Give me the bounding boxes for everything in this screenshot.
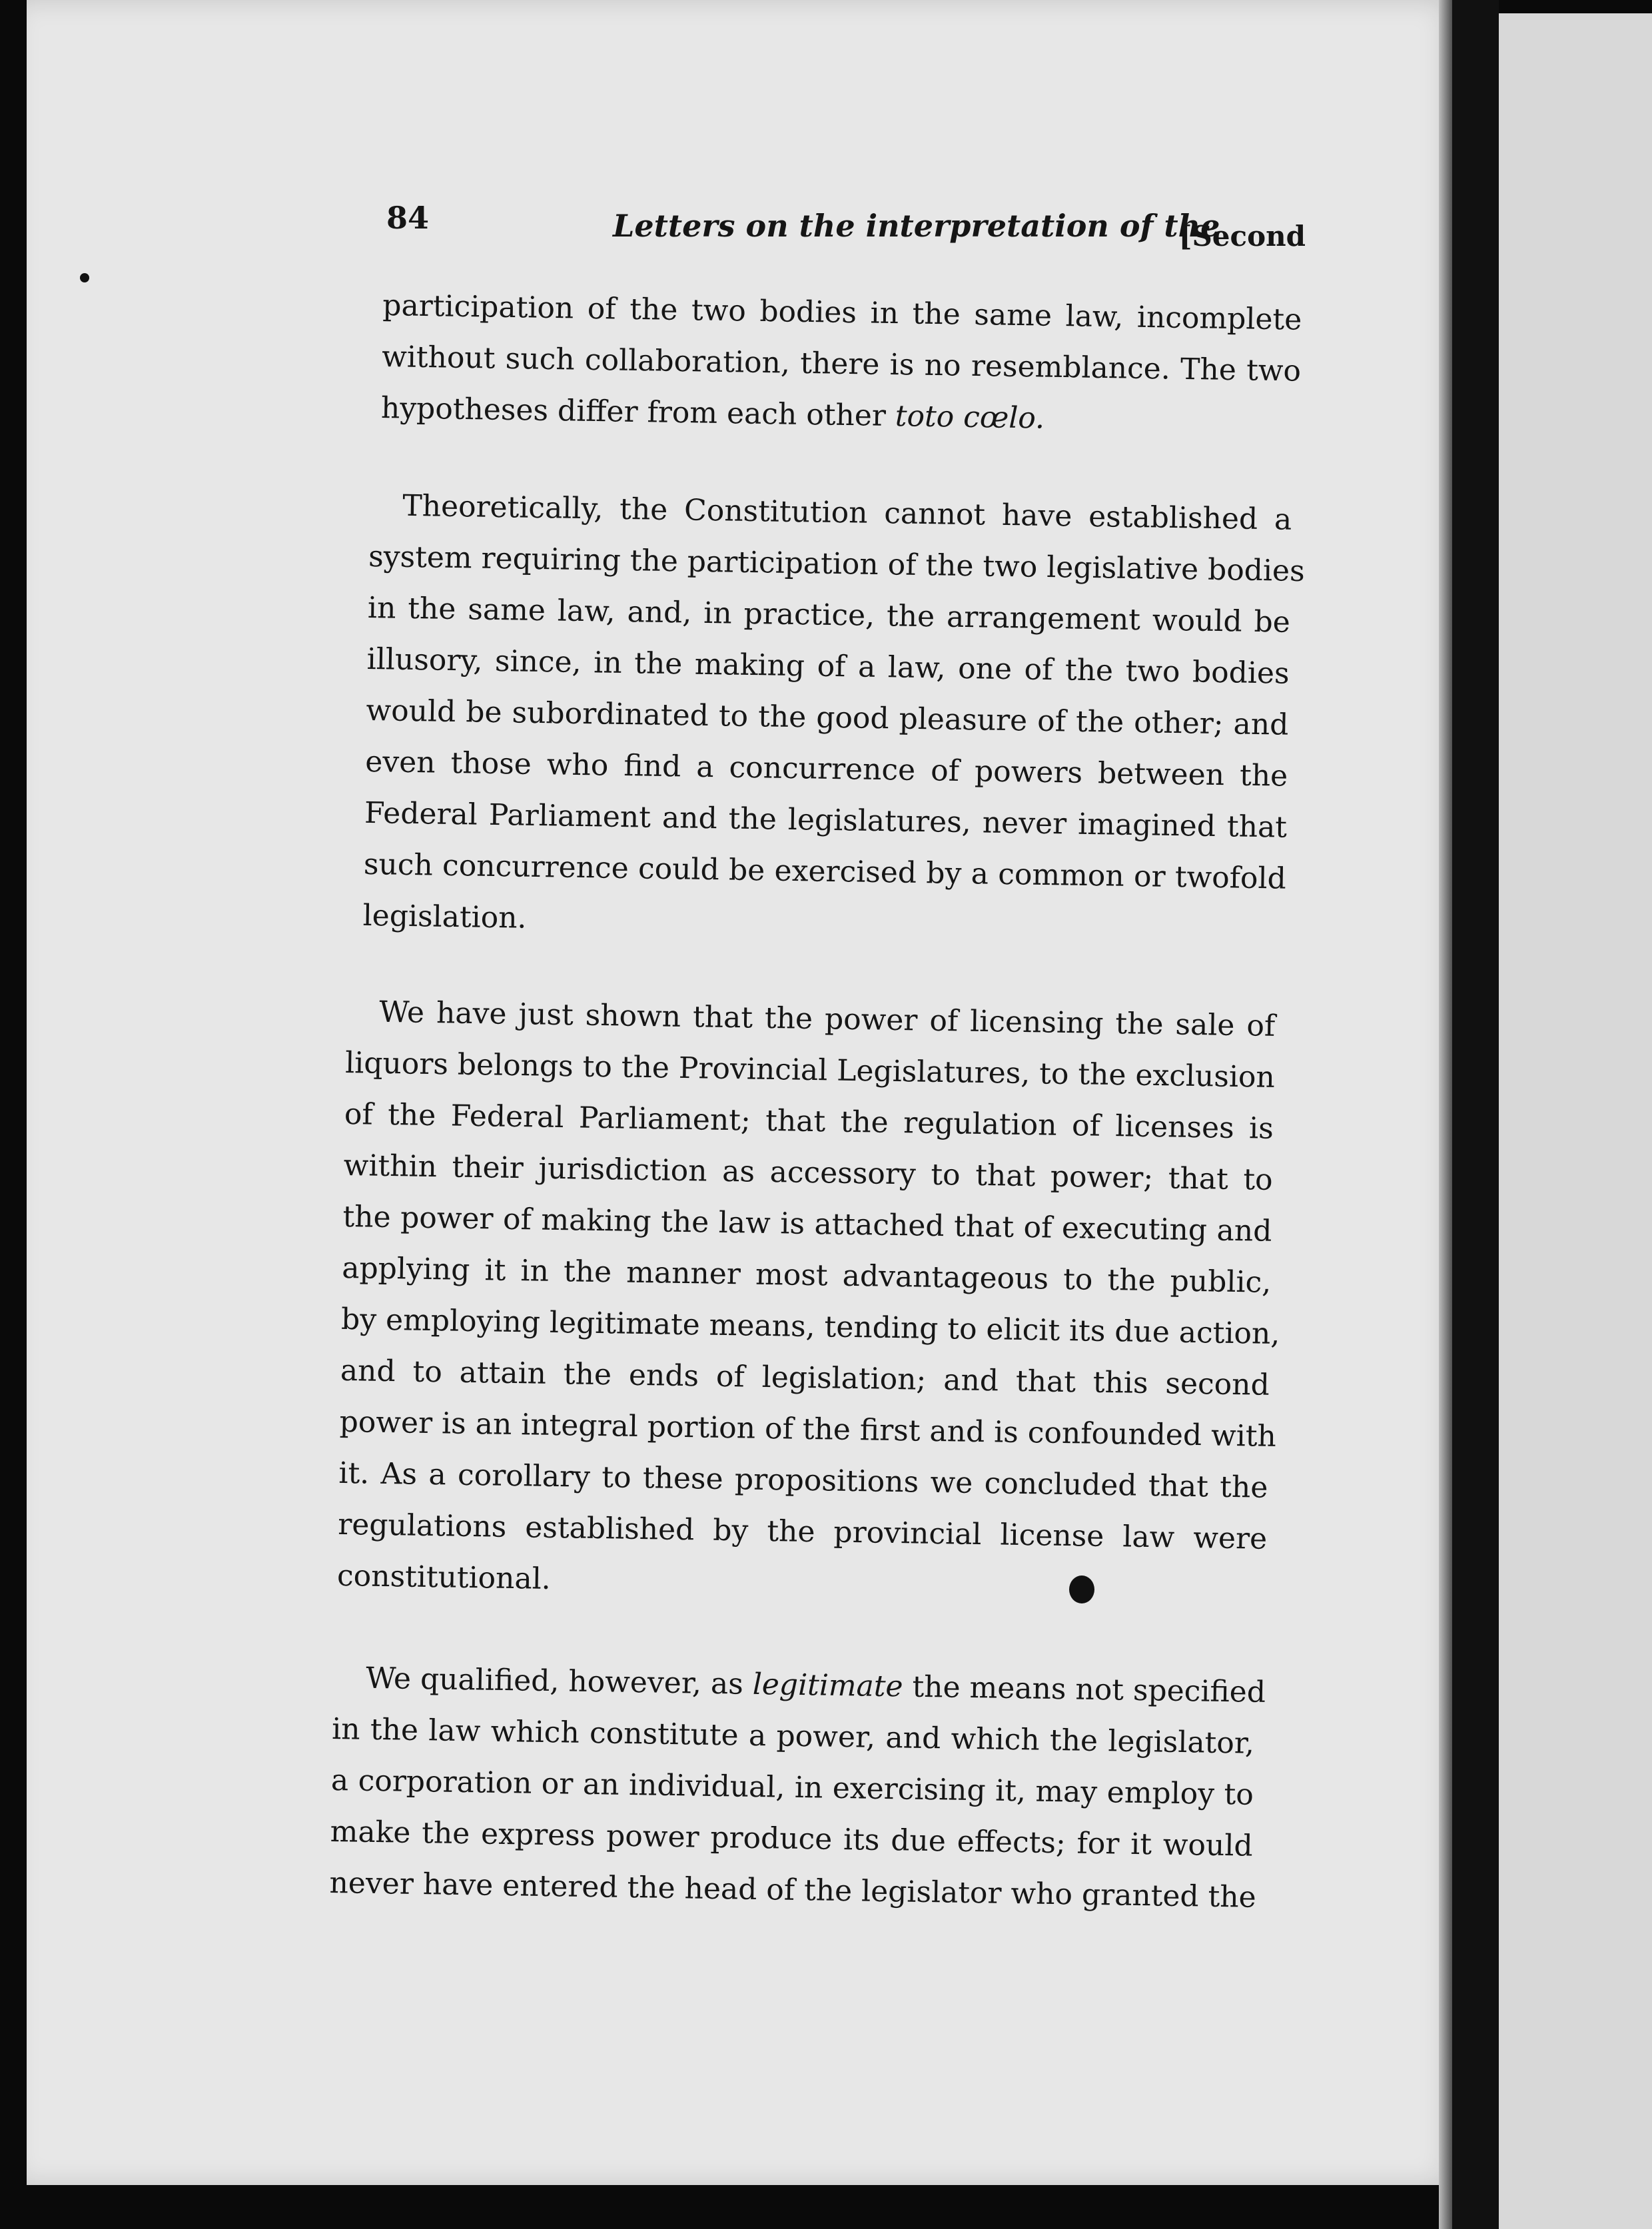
running-header — [386, 200, 1306, 253]
paragraph-2 — [362, 480, 1306, 956]
text-run: We qualified, however, as — [365, 1661, 744, 1701]
text-line: in the law which constitute a power, and which the legislator, — [331, 1711, 1255, 1761]
text-line: regulations established by the provincial license law were — [337, 1507, 1268, 1556]
section-reference: [Second — [1178, 220, 1306, 252]
text-line: liquors belongs to the Provincial Legislatures, to the exclusion — [344, 1045, 1276, 1095]
text-run: hypotheses differ from each other — [380, 390, 887, 433]
text-line: within their jurisdiction as accessory to that power; that to — [343, 1148, 1273, 1197]
text-line: We have just shown that the power of licensing the sale of — [378, 995, 1276, 1043]
text-line: system requiring the participation of the two legislative bodies — [368, 539, 1306, 589]
text-line: and to attain the ends of legislation; and that this second — [340, 1353, 1270, 1402]
text-line: Federal Parliament and the legislatures, never imagined that — [364, 795, 1288, 845]
text-line: by employing legitimate means, tending to elicit its due action, — [340, 1302, 1280, 1352]
paragraph-1 — [380, 280, 1302, 448]
text-line: legislation. — [362, 898, 527, 935]
facing-page-edge — [1499, 13, 1652, 2229]
paragraph-4 — [329, 1652, 1266, 1923]
text-line: never have entered the head of the legislator who granted the — [329, 1865, 1257, 1915]
text-run: the means not specified — [912, 1669, 1266, 1709]
italic-word: legitimate — [752, 1667, 903, 1704]
text-line: illusory, since, in the making of a law, one of the two bodies — [366, 642, 1290, 691]
text-line: of the Federal Parliament; that the regulation of licenses is — [344, 1097, 1274, 1146]
text-line: applying it in the manner most advantageous to the public, — [341, 1250, 1272, 1300]
text-line: Theoretically, the Constitution cannot have established a — [402, 488, 1292, 537]
text-line: in the same law, and, in practice, the arrangement would be — [367, 590, 1291, 640]
page-gutter — [1452, 0, 1499, 2229]
text-line: even those who find a concurrence of powers between the — [364, 744, 1288, 793]
text-line: make the express power produce its due effects; for it would — [330, 1814, 1253, 1863]
paragraph-3 — [336, 986, 1280, 1616]
running-title: Letters on the interpretation of the — [613, 208, 1220, 244]
text-line: would be subordinated to the good pleasure of the other; and — [366, 693, 1289, 742]
italic-phrase: toto cœlo. — [895, 399, 1045, 436]
text-line: it. As a corollary to these propositions we concluded that the — [338, 1456, 1268, 1505]
page-number: 84 — [386, 200, 430, 236]
text-line: a corporation or an individual, in exercising it, may employ to — [330, 1763, 1254, 1812]
text-line: participation of the two bodies in the same law, incomplete — [382, 288, 1302, 337]
ink-speck — [80, 273, 89, 282]
text-line: such concurrence could be exercised by a common or twofold — [363, 847, 1287, 896]
text-line: power is an integral portion of the first and is confounded with — [339, 1404, 1277, 1454]
text-line: constitutional. — [336, 1558, 552, 1596]
text-line: without such collaboration, there is no resemblance. The two — [381, 339, 1302, 388]
text-line: the power of making the law is attached that of executing and — [342, 1199, 1272, 1248]
